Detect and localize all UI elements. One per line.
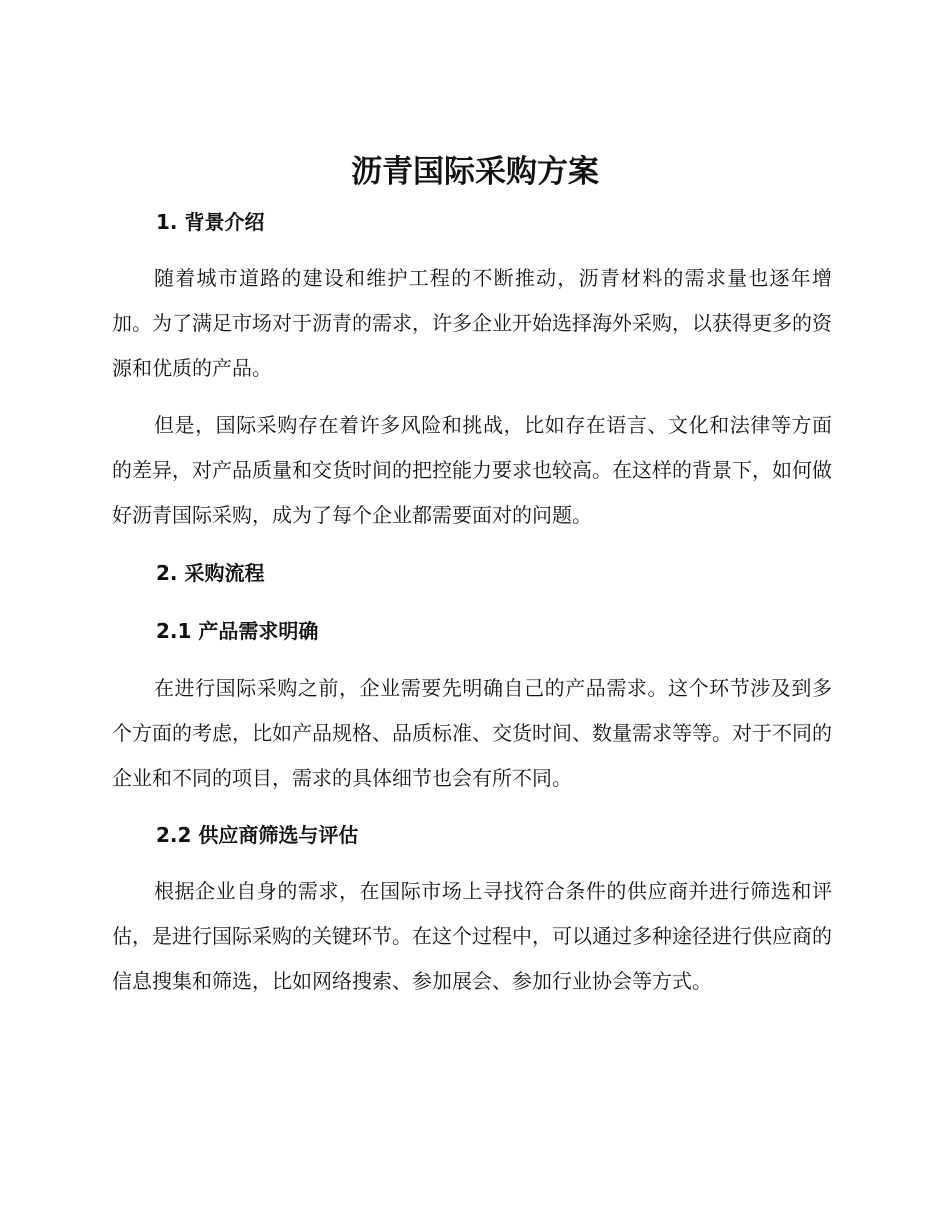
- section-heading-process: 2. 采购流程: [156, 561, 265, 585]
- paragraph-demand: 在进行国际采购之前，企业需要先明确自己的产品需求。这个环节涉及到多个方面的考虑，比如产品规格、品质标准、交货时间、数量需求等等。对于不同的企业和不同的项目，需求的具体细节也会有所不同。: [112, 676, 832, 790]
- paragraph-supplier: 根据企业自身的需求，在国际市场上寻找符合条件的供应商并进行筛选和评估，是进行国际采购的关键环节。在这个过程中，可以通过多种途径进行供应商的信息搜集和筛选，比如网络搜索、参加展会、参加行业协会等方式。: [112, 879, 832, 993]
- paragraph-background-2: 但是，国际采购存在着许多风险和挑战，比如存在语言、文化和法律等方面的差异，对产品质量和交货时间的把控能力要求也较高。在这样的背景下，如何做好沥青国际采购，成为了每个企业都需要面对的问题。: [112, 413, 832, 527]
- paragraph-background-1: 随着城市道路的建设和维护工程的不断推动，沥青材料的需求量也逐年增加。为了满足市场对于沥青的需求，许多企业开始选择海外采购，以获得更多的资源和优质的产品。: [112, 266, 832, 380]
- subsection-heading-supplier: 2.2 供应商筛选与评估: [156, 823, 359, 847]
- document-title: 沥青国际采购方案: [351, 154, 599, 190]
- section-heading-background: 1. 背景介绍: [156, 210, 265, 234]
- subsection-heading-demand: 2.1 产品需求明确: [156, 619, 319, 643]
